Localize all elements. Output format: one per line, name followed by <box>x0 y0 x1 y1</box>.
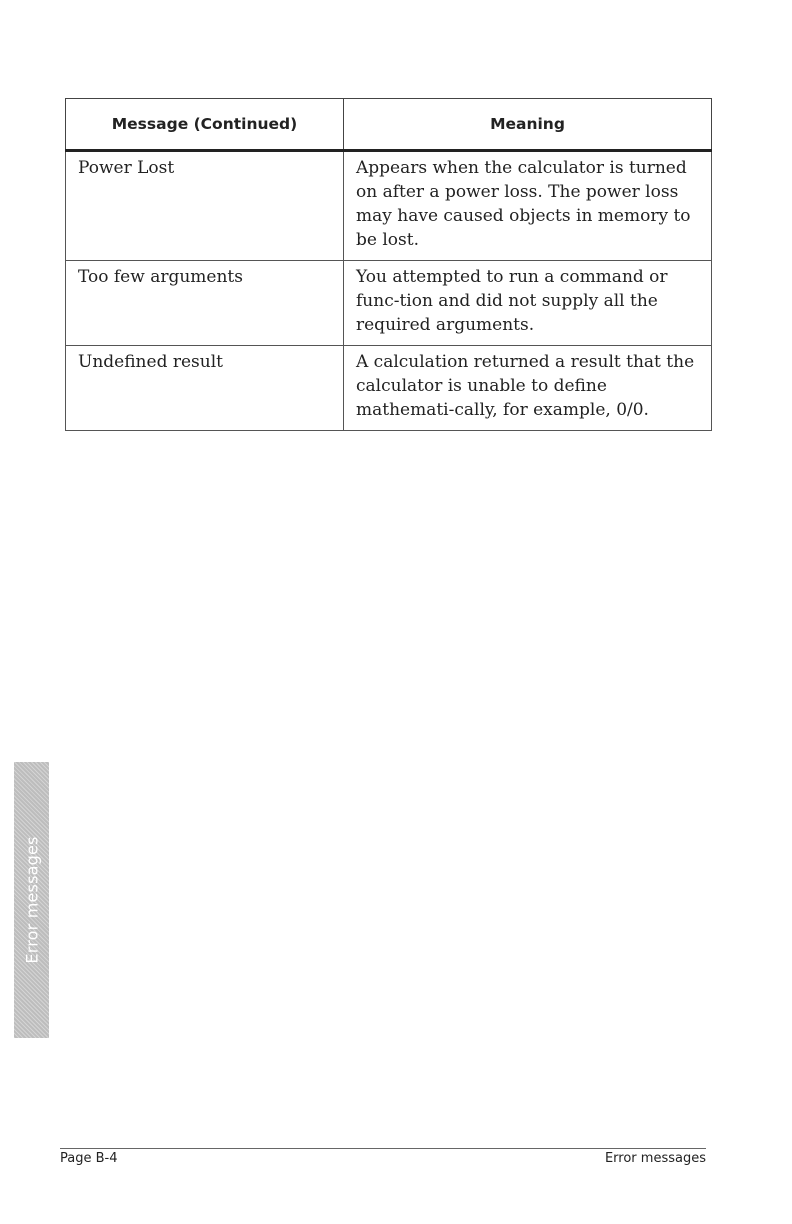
meaning-cell: You attempted to run a command or func-tion and did not supply all the required arguments. <box>344 261 712 346</box>
meaning-cell: A calculation returned a result that the calculator is unable to define mathemati-cally, for example, 0/0. <box>344 346 712 431</box>
message-cell: Too few arguments <box>66 261 344 346</box>
table-row <box>66 346 712 431</box>
footer-section-title: Error messages <box>604 1151 706 1166</box>
table-header-row <box>66 99 712 151</box>
message-cell: Power Lost <box>66 151 344 261</box>
error-message-table <box>65 98 712 431</box>
side-tab-label: Error messages <box>22 836 41 964</box>
header-message: Message (Continued) <box>66 99 344 151</box>
message-cell: Undefined result <box>66 346 344 431</box>
section-side-tab <box>14 762 49 1038</box>
meaning-cell: Appears when the calculator is turned on after a power loss. The power loss may have caused objects in memory to be lost. <box>344 151 712 261</box>
footer-page-number: Page B-4 <box>60 1151 118 1166</box>
table-row <box>66 261 712 346</box>
header-meaning: Meaning <box>344 99 712 151</box>
table-row <box>66 151 712 261</box>
footer-divider <box>60 1148 706 1149</box>
